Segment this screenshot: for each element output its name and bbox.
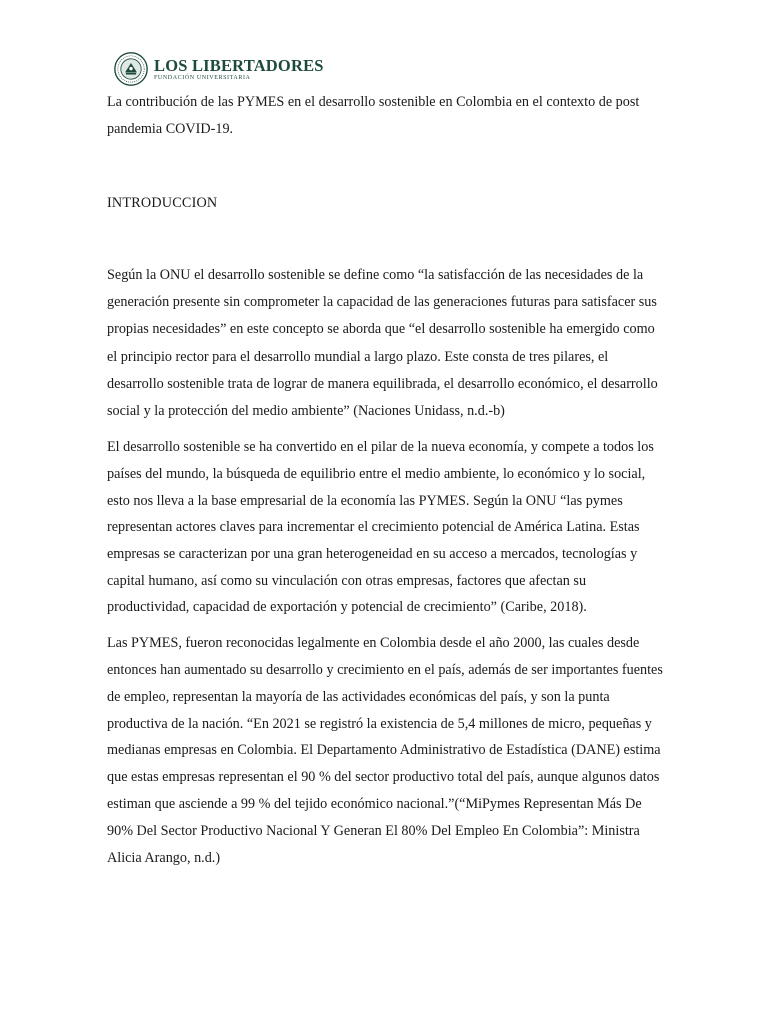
logo-name: LOS LIBERTADORES [154,55,324,75]
paragraph: Según la ONU el desarrollo sostenible se define como “la satisfacción de las necesidades de la generación presente sin comprometer la capacidad de las generaciones futuras para satisfacer sus propias necesidades” en este concepto se aborda que “el desarrollo sostenible ha emergido como el principio rector para el desarrollo mundial a largo plazo. Este consta de tres pilares, el desarrollo sostenible trata de lograr de manera equilibrada, el desarrollo económico, el desarrollo social y la protección del medio ambiente” (Naciones Unidass, n.d.-b) [107,267,658,420]
section-heading: INTRODUCCION [107,195,218,211]
university-seal-icon [114,52,148,86]
paragraph: El desarrollo sostenible se ha convertido en el pilar de la nueva economía, y compete a todos los países del mundo, la búsqueda de equilibrio entre el medio ambiente, lo económico y lo social, esto nos lleva a la base empresarial de la economía las PYMES. Según la ONU “las pymes representan actores claves para incrementar el crecimiento potencial de América Latina. Estas empresas se caracterizan por una gran heterogeneidad en su acceso a mercados, tecnologías y capital humano, así como su vinculación con otras empresas, factores que afectan su productividad, capacidad de exportación y potencial de crecimiento” (Caribe, 2018). [107,439,654,616]
logo-subtitle: FUNDACIÓN UNIVERSITARIA [154,74,251,81]
paragraph: Las PYMES, fueron reconocidas legalmente en Colombia desde el año 2000, las cuales desde entonces han aumentado su desarrollo y crecimiento en el país, además de ser importantes fuentes de empleo, representan la mayoría de las actividades económicas del país, y son la punta productiva de la nación. “En 2021 se registró la existencia de 5,4 millones de micro, pequeñas y medianas empresas en Colombia. El Departamento Administrativo de Estadística (DANE) estima que estas empresas representan el 90 % del sector productivo total del país, aunque algunos datos estiman que asciende a 99 % del tejido económico nacional.”(“MiPymes Representan Más De 90% Del Sector Productivo Nacional Y Generan El 80% Del Empleo En Colombia”: Ministra Alicia Arango, n.d.) [107,635,663,866]
document-body [107,89,667,871]
institution-logo [114,50,324,88]
document-title: La contribución de las PYMES en el desarrollo sostenible en Colombia en el contexto de post pandemia COVID-19. [107,94,640,137]
